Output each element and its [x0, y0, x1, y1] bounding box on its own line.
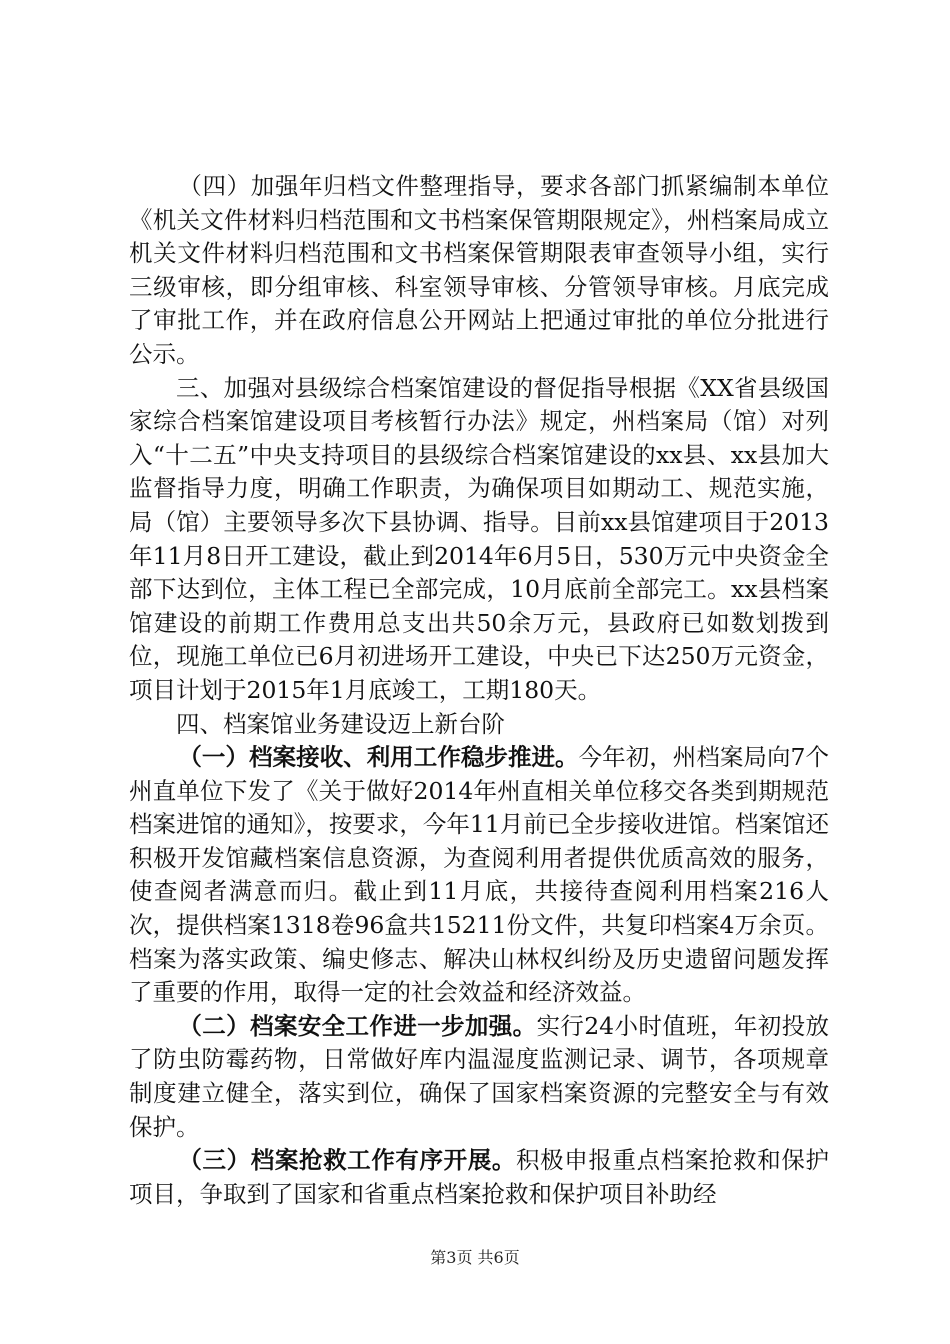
paragraph-rescue — [129, 1144, 829, 1211]
paragraph-lead: （三）档案抢救工作有序开展。 — [178, 1146, 517, 1175]
paragraph-lead: （二）档案安全工作进一步加强。 — [178, 1011, 537, 1040]
paragraph-text: 今年初，州档案局向7个州直单位下发了《关于做好2014年州直相关单位移交各类到期规范档案进馆的通知》，按要求，今年11月前已全步接收进馆。档案馆还积极开发馆藏档案信息资源，为查阅利用者提供优质高效的服务，使查阅者满意而归。截止到11月底，共接待查阅利用档案216人次，提供档案1318卷96盒共15211份文件，共复印档案4万余页。档案为落实政策、编史修志、解决山林权纠纷及历史遗留问题发挥了重要的作用，取得一定的社会效益和经济效益。 — [129, 743, 830, 1007]
paragraph-lead: （一）档案接收、利用工作稳步推进。 — [178, 743, 579, 772]
paragraph-text: 积极申报重点档案抢救和保护项目，争取到了国家和省重点档案抢救和保护项目补助经 — [129, 1146, 830, 1208]
paragraph-text: 三、加强对县级综合档案馆建设的督促指导根据《XX省县级国家综合档案馆建设项目考核暂行办法》规定，州档案局（馆）对列入“十二五”中央支持项目的县级综合档案馆建设的xx县、xx县加大监督指导力度，明确工作职责，为确保项目如期动工、规范实施，局（馆）主要领导多次下县协调、指导。目前xx县馆建项目于2013年11月8日开工建设，截止到2014年6月5日，530万元中央资金全部下达到位，主体工程已全部完成，10月底前全部完工。xx县档案馆建设的前期工作费用总支出共50余万元，县政府已如数划拨到位，现施工单位已6月初进场开工建设，中央已下达250万元资金，项目计划于2015年1月底竣工，工期180天。 — [129, 373, 829, 704]
paragraph-guidance — [129, 170, 829, 372]
paragraph-county-archives — [129, 372, 829, 708]
paragraph-safety — [129, 1010, 829, 1144]
page-number: 第3页 共6页 — [430, 1248, 520, 1267]
paragraph-text: 四、档案馆业务建设迈上新台阶 — [176, 709, 505, 738]
paragraph-text: （四）加强年归档文件整理指导，要求各部门抓紧编制本单位《机关文件材料归档范围和文书档案保管期限规定》，州档案局成立机关文件材料归档范围和文书档案保管期限表审查领导小组，实行三级审核，即分组审核、科室领导审核、分管领导审核。月底完成了审批工作，并在政府信息公开网站上把通过审批的单位分批进行公示。 — [129, 172, 829, 368]
section-heading — [129, 708, 829, 742]
document-body — [129, 170, 829, 1211]
paragraph-receiving — [129, 741, 829, 1010]
paragraph-text: 实行24小时值班，年初投放了防虫防霉药物，日常做好库内温湿度监测记录、调节，各项规章制度建立健全，落实到位，确保了国家档案资源的完整安全与有效保护。 — [129, 1011, 829, 1141]
